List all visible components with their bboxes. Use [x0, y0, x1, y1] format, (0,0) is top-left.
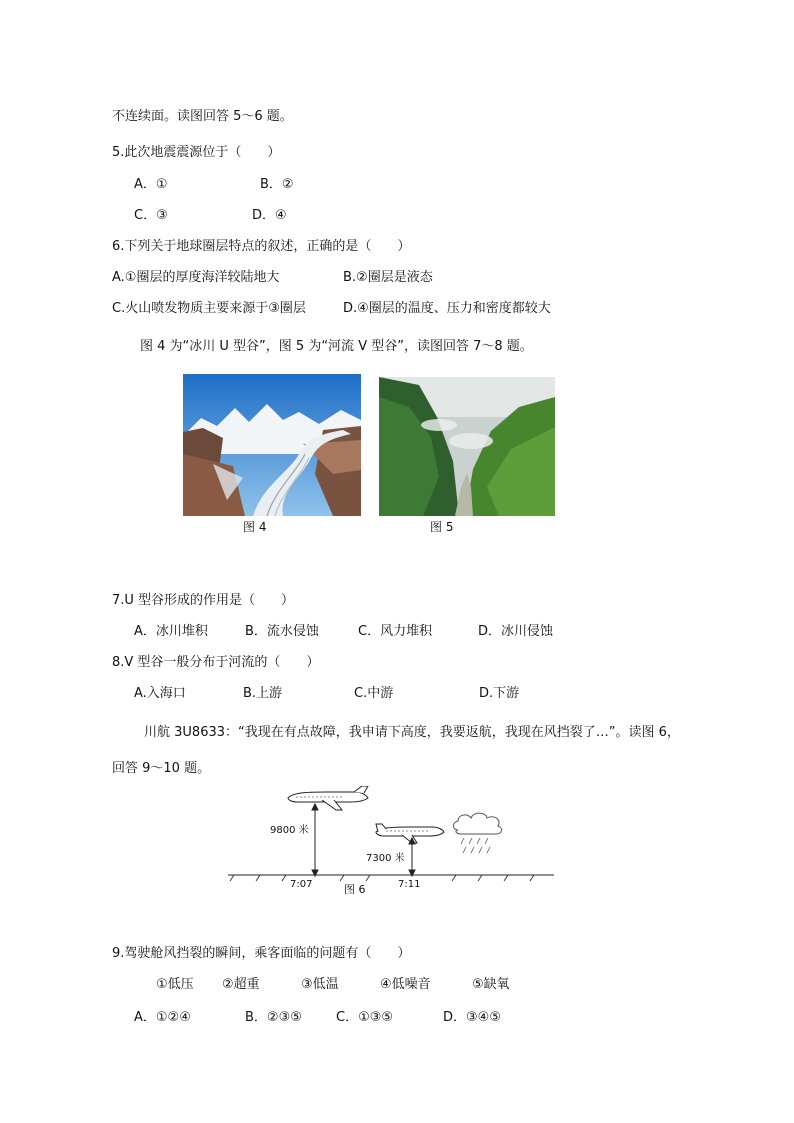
q9-item-4: ④低噪音: [380, 977, 431, 992]
q5-option-a: A．①: [134, 177, 168, 192]
q9-item-2: ②超重: [222, 977, 260, 992]
intro-line: 不连续面。读图回答 5～6 题。: [112, 109, 293, 124]
fig6-intro-line-2: 回答 9～10 题。: [112, 761, 211, 776]
q9-option-a: A．①②④: [134, 1010, 191, 1025]
q5-option-d: D．④: [252, 208, 287, 223]
fig5-caption: 图 5: [430, 520, 454, 534]
fig4-glacier-photo: [183, 374, 361, 516]
q6-stem: 6.下列关于地球圈层特点的叙述，正确的是（ ）: [112, 239, 411, 254]
q6-option-a: A.①圈层的厚度海洋较陆地大: [112, 270, 280, 285]
fig5-river-valley-photo: [379, 377, 555, 516]
q7-stem: 7.U 型谷形成的作用是（ ）: [112, 593, 295, 608]
q9-option-b: B．②③⑤: [245, 1010, 302, 1025]
q9-item-1: ①低压: [156, 977, 194, 992]
time-label-2: 7:11: [398, 879, 421, 890]
q8-option-a: A.入海口: [134, 686, 186, 701]
altitude-label-high: 9800 米: [270, 825, 309, 836]
time-label-1: 7:07: [290, 879, 313, 890]
high-altitude-plane-icon: [288, 786, 368, 810]
q7-option-b: B．流水侵蚀: [245, 624, 319, 639]
q9-item-5: ⑤缺氧: [472, 977, 510, 992]
q9-stem: 9.驾驶舱风挡裂的瞬间，乘客面临的问题有（ ）: [112, 946, 411, 961]
q6-option-c: C.火山喷发物质主要来源于③圈层: [112, 301, 306, 316]
q7-option-c: C．风力堆积: [358, 624, 433, 639]
q6-option-d: D.④圈层的温度、压力和密度都较大: [343, 301, 551, 316]
q8-option-c: C.中游: [354, 686, 394, 701]
q9-option-c: C．①③⑤: [336, 1010, 394, 1025]
ground-line: [228, 875, 554, 881]
q9-item-3: ③低温: [301, 977, 339, 992]
q9-option-d: D．③④⑤: [443, 1010, 501, 1025]
q5-option-c: C．③: [134, 208, 168, 223]
fig4-caption: 图 4: [243, 520, 267, 534]
fig6-caption: 图 6: [344, 883, 366, 896]
q7-option-d: D．冰川侵蚀: [478, 624, 554, 639]
rain-cloud-icon: [454, 813, 502, 853]
q8-stem: 8.V 型谷一般分布于河流的（ ）: [112, 655, 320, 670]
q7-option-a: A．冰川堆积: [134, 624, 208, 639]
fig6-intro-line-1: 川航 3U8633：“我现在有点故障，我申请下高度，我要返航，我现在风挡裂了…”。读图 6，: [144, 725, 680, 740]
altitude-label-low: 7300 米: [366, 853, 405, 864]
q8-option-b: B.上游: [243, 686, 283, 701]
q5-stem: 5.此次地震震源位于（ ）: [112, 145, 281, 160]
q6-option-b: B.②圈层是液态: [343, 270, 433, 285]
low-altitude-plane-icon: [376, 824, 444, 843]
altitude-arrow-low: [409, 838, 415, 876]
fig6-flight-diagram: [226, 786, 556, 898]
altitude-arrow-high: [312, 804, 318, 876]
q5-option-b: B．②: [260, 177, 294, 192]
fig45-intro: 图 4 为“冰川 U 型谷”，图 5 为“河流 V 型谷”，读图回答 7～8 题。: [140, 339, 533, 354]
q8-option-d: D.下游: [479, 686, 520, 701]
